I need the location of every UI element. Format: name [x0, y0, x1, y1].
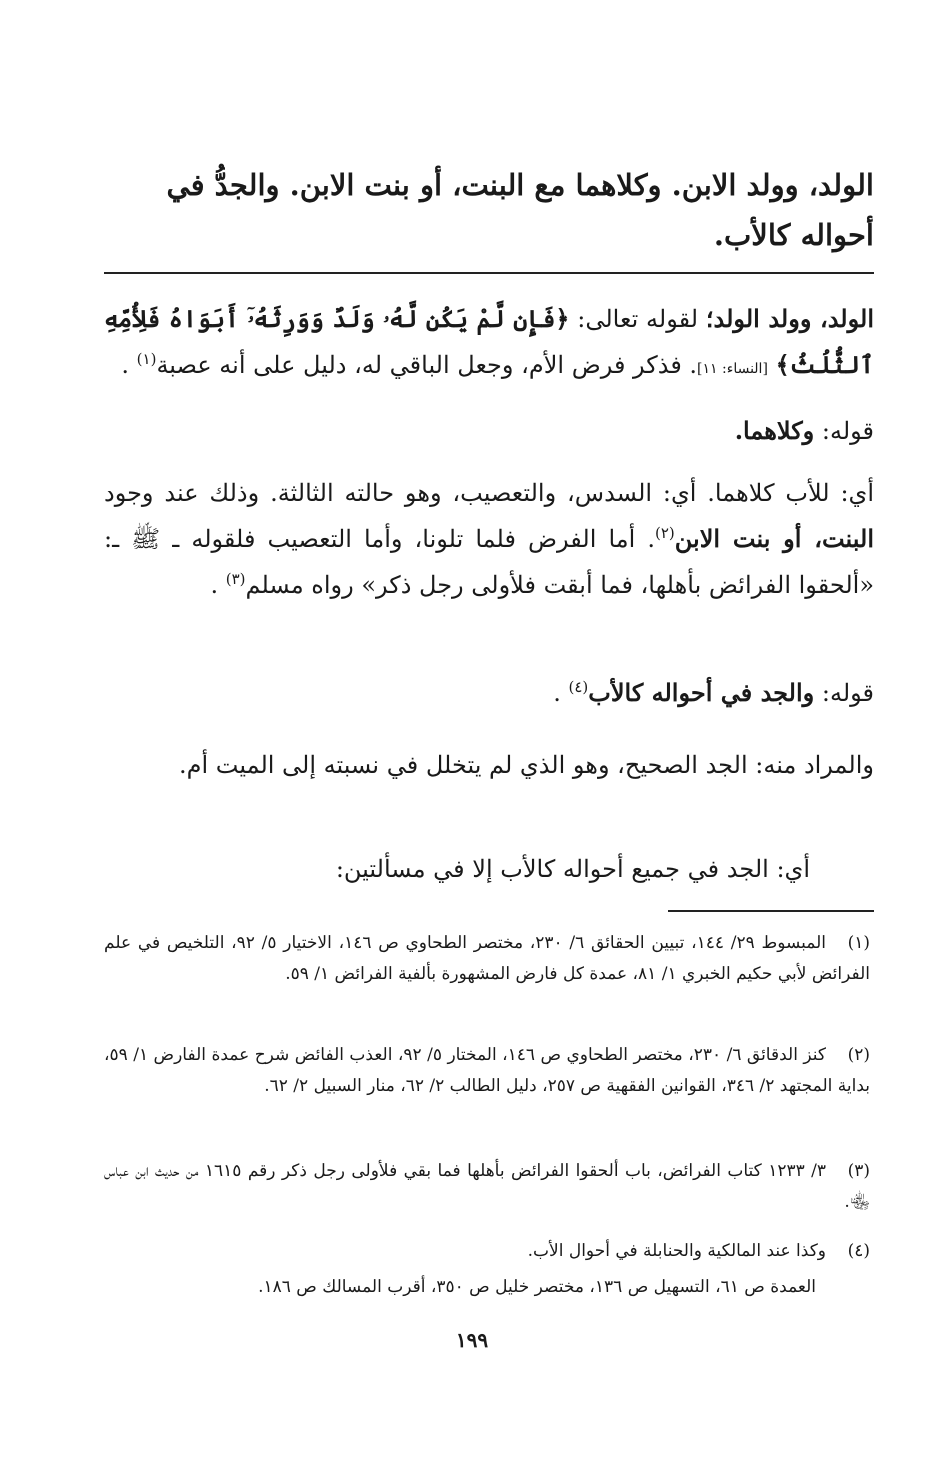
- qawluhu-label: قوله:: [814, 679, 874, 707]
- footnote-marker: (٤): [568, 678, 589, 696]
- sharh-lemma: الولد، وولد الولد؛: [705, 304, 874, 333]
- sharh-paragraph-1: الولد، وولد الولد؛ لقوله تعالى: ﴿فَإِن لَّمْ يَكُن لَّهُۥ وَلَدٌ وَوَرِثَهُۥٓ أَبَوَاهُ فَلِأُمِّهِ ٱلثُّلُثُ﴾ [النساء: ١١]. فذكر فرض الأم، وجعل الباقي له، دليل على أنه عصبة$^{(١)}$ .: [104, 304, 874, 379]
- sharh-text: أي: الجد في جميع أحواله كالأب إلا في مسألتين:: [335, 855, 810, 883]
- verse-reference: [النساء: ١١]: [697, 361, 768, 377]
- footnote-number: (٣): [847, 1161, 870, 1181]
- footnote-1: [104, 928, 870, 990]
- footnote-marker: (٢): [655, 524, 675, 542]
- sharh-paragraph-3: أي: للأب كلاهما. أي: السدس، والتعصيب، وهو حالته الثالثة. وذلك عند وجود البنت، أو بنت الابن$^{(٢)}$. أما الفرض فلما تلونا، وأما التعصيب فلقوله ـ ﷺ ـ: «ألحقوا الفرائض بأهلها، فما أبقت فلأولى رجل ذكر» رواه مسلم$^{(٣)}$ .: [104, 479, 874, 599]
- matn-line-1: الولد، وولد الابن. وكلاهما مع البنت، أو بنت الابن. والجدُّ في: [166, 168, 874, 202]
- footnote-text: المبسوط ٢٩/ ١٤٤، تبيين الحقائق ٦/ ٢٣٠، مختصر الطحاوي ص ١٤٦، الاختيار ٥/ ٩٢، التلخيص في علم الفرائض لأبي حكيم الخبري ١/ ٨١، عمدة كل فارض المشهورة بألفية الفرائض ١/ ٥٩.: [104, 933, 870, 984]
- footnote-text: ٣/ ١٢٣٣ كتاب الفرائض، باب ألحقوا الفرائض بأهلها فما بقي فلأولى رجل ذكر رقم ١٦١٥ من حديث ابن عباس ﵄.: [104, 1161, 870, 1212]
- matn-separator-rule: [104, 272, 874, 274]
- footnote-number: (١): [847, 933, 871, 953]
- footnote-number: (٢): [847, 1045, 870, 1065]
- footnote-text: وكذا عند المالكية والحنابلة في أحوال الأب.: [527, 1241, 826, 1261]
- matn-text: [104, 160, 874, 260]
- sharh-text: أي: للأب كلاهما. أي: السدس، والتعصيب، وهو حالته الثالثة.: [270, 479, 874, 507]
- matn-line-2: أحواله كالأب.: [713, 218, 874, 252]
- footnote-4: [104, 1236, 870, 1267]
- footnote-2: [104, 1040, 870, 1102]
- sharh-text: . أما الفرض فلما تلونا، وأما التعصيب فلقوله ـ ﷺ ـ: «ألحقوا الفرائض بأهلها، فما أبقت فلأولى رجل ذكر» رواه مسلم: [104, 525, 874, 599]
- quran-verse: ﴿فَإِن لَّمْ يَكُن لَّهُۥ وَلَدٌ وَوَرِثَهُۥٓ أَبَوَاهُ فَلِأُمِّهِ ٱلثُّلُثُ﴾: [104, 304, 874, 379]
- sharh-lemma: والجد في أحواله كالأب: [588, 678, 815, 707]
- footnote-3: [104, 1156, 870, 1218]
- sharh-text: . فذكر فرض الأم، وجعل الباقي له، دليل على أنه عصبة: [156, 351, 698, 379]
- sharh-paragraph-4: قوله: والجد في أحواله كالأب$^{(٤)}$ .: [553, 678, 874, 707]
- sharh-lemma: وكلاهما.: [734, 416, 815, 445]
- sharh-paragraph-2: [104, 408, 874, 454]
- sharh-paragraph-6: [104, 846, 874, 892]
- footnote-separator-rule: [668, 910, 874, 912]
- footnote-text: العمدة ص ٦١، التسهيل ص ١٣٦، مختصر خليل ص ٣٥٠، أقرب المسالك ص ١٨٦.: [258, 1277, 816, 1297]
- qawluhu-label: قوله:: [814, 417, 874, 445]
- footnote-text: كنز الدقائق ٦/ ٢٣٠، مختصر الطحاوي ص ١٤٦، المختار ٥/ ٩٢، العذب الفائض شرح عمدة الفارض ١/ ٥٩، بداية المجتهد ٢/ ٣٤٦، القوانين الفقهية ص ٢٥٧، دليل الطالب ٢/ ٦٢، منار السبيل ٢/ ٦٢.: [104, 1045, 870, 1096]
- footnote-4-continuation: [104, 1272, 816, 1303]
- sharh-text: وذلك عند وجود: [104, 479, 260, 507]
- sharh-lemma: البنت، أو بنت الابن: [674, 524, 874, 553]
- page-number: ١٩٩: [455, 1328, 489, 1352]
- sharh-text: لقوله تعالى:: [569, 305, 706, 333]
- sharh-paragraph-5: والمراد منه: الجد الصحيح، وهو الذي لم يتخلل في نسبته إلى الميت أم.: [178, 751, 874, 779]
- footnote-marker: (١): [136, 350, 157, 368]
- footnote-number: (٤): [847, 1241, 870, 1261]
- footnote-marker: (٣): [225, 570, 246, 588]
